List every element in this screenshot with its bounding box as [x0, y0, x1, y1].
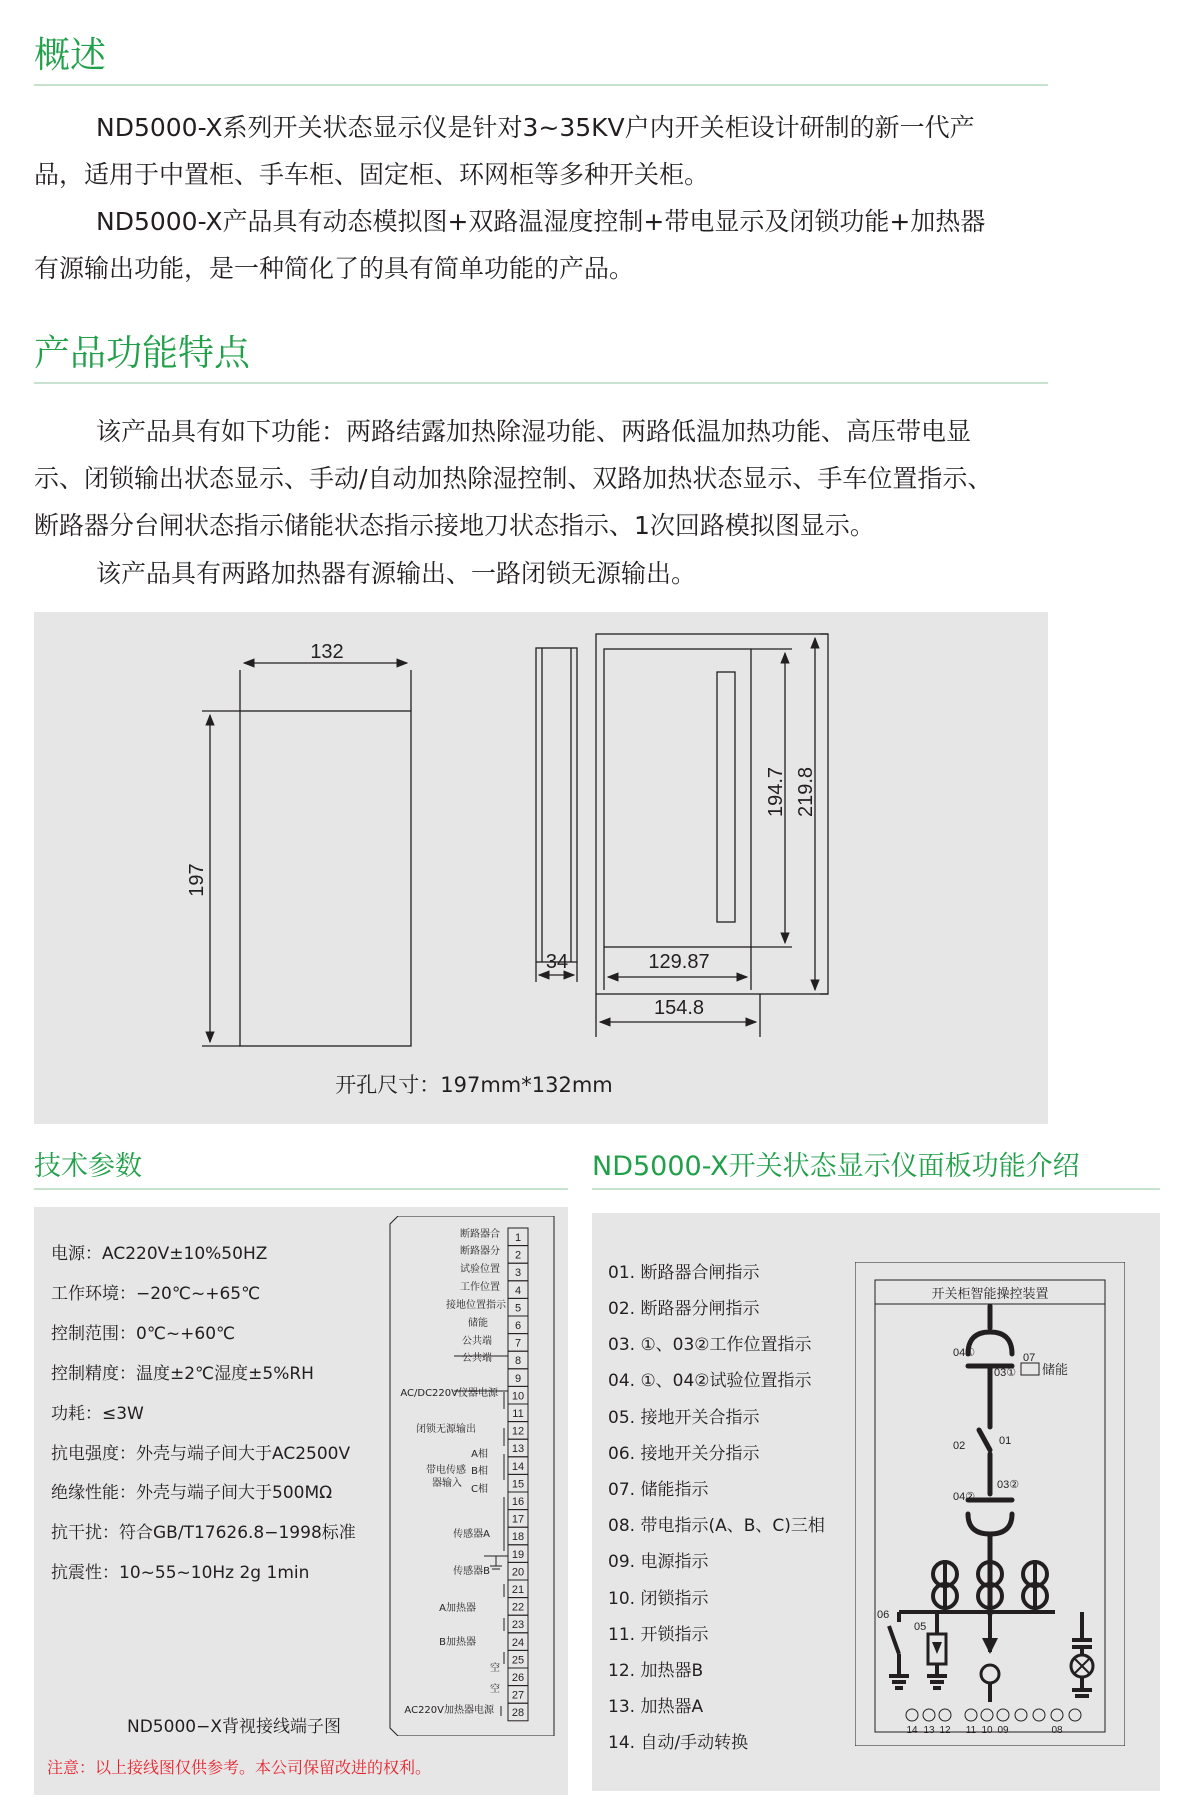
terminal-label: 公共端 [462, 1353, 492, 1364]
dim-height-front: 197 [186, 863, 208, 897]
dim-inner-height: 194.7 [765, 766, 787, 818]
panel-feature-item: 13. 加热器A [608, 1697, 704, 1717]
terminal-number: 23 [511, 1619, 525, 1632]
back-view-slot [717, 672, 735, 922]
panel-feature-item: 08. 带电指示(A、B、C)三相 [608, 1516, 825, 1536]
terminal-label: 工作位置 [460, 1282, 500, 1293]
led-number: 12 [939, 1725, 951, 1736]
terminal-label: AC/DC220V仪器电源 [400, 1388, 498, 1399]
back-view-outer [596, 634, 828, 994]
terminal-label: 断路器分 [460, 1246, 500, 1257]
terminal-number: 14 [511, 1460, 525, 1473]
back-view-inner [604, 649, 751, 947]
mimic-label: 04② [953, 1491, 976, 1503]
led-number: 13 [923, 1725, 935, 1736]
terminal-label: A相 [471, 1449, 488, 1460]
panel-feature-item: 03. ①、03②工作位置指示 [608, 1335, 812, 1355]
terminal-label: 试验位置 [460, 1264, 500, 1275]
panel-feature-item: 07. 储能指示 [608, 1480, 709, 1500]
features-paragraph-2 [34, 550, 1064, 597]
terminal-label: B加热器 [439, 1637, 476, 1648]
terminal-label: 传感器A [453, 1529, 490, 1540]
terminal-number: 5 [514, 1302, 522, 1315]
terminal-number: 28 [511, 1707, 525, 1720]
spec-item: 抗干扰：符合GB/T17626.8−1998标准 [51, 1523, 356, 1543]
terminal-label: 公共端 [462, 1336, 492, 1347]
led-number: 11 [965, 1725, 977, 1736]
panel-feature-item: 11. 开锁指示 [608, 1625, 709, 1645]
dim-outer-width: 154.8 [653, 997, 705, 1019]
terminal-number: 11 [512, 1408, 524, 1420]
dim-width-front: 132 [310, 641, 344, 663]
terminal-label: 空 [490, 1684, 500, 1695]
terminal-label: 空 [490, 1663, 500, 1674]
mimic-label: 02 [953, 1440, 966, 1452]
terminal-label: 闭锁无源输出 [416, 1424, 476, 1435]
terminal-number: 13 [511, 1443, 525, 1456]
tech-title-rule [34, 1188, 568, 1190]
mimic-label: 05 [914, 1621, 927, 1633]
terminal-number: 19 [511, 1548, 525, 1561]
terminal-label: AC220V加热器电源 [404, 1705, 494, 1716]
terminal-label: 带电传感 [426, 1465, 466, 1476]
panel-feature-item: 01. 断路器合闸指示 [608, 1263, 760, 1283]
overview-title: 概述 [34, 35, 107, 76]
terminal-label: C相 [471, 1484, 488, 1495]
panel-feature-item: 10. 闭锁指示 [608, 1589, 709, 1609]
features-p1-line3: 断路器分台闸状态指示储能状态指示接地刀状态指示、1次回路模拟图显示。 [34, 511, 875, 540]
spec-item: 控制范围：0℃~+60℃ [51, 1324, 236, 1344]
dimension-drawing-panel [34, 612, 1048, 1124]
tech-title: 技术参数 [34, 1151, 142, 1182]
terminal-number: 27 [511, 1689, 525, 1702]
terminal-number: 24 [511, 1636, 525, 1649]
terminal-number: 8 [514, 1355, 522, 1368]
terminal-number: 17 [511, 1513, 525, 1526]
panel-feature-item: 06. 接地开关分指示 [608, 1444, 760, 1464]
terminal-number: 3 [514, 1267, 522, 1280]
dimension-drawing [34, 612, 1048, 1124]
overview-paragraph-2 [34, 198, 1064, 292]
dim-inner-width: 129.87 [648, 951, 710, 973]
overview-p1-line2: 品，适用于中置柜、手车柜、固定柜、环网柜等多种开关柜。 [34, 160, 710, 189]
copyright-note: 注意：以上接线图仅供参考。本公司保留改进的权利。 [47, 1758, 432, 1777]
dim-depth: 34 [545, 951, 569, 973]
overview-p2-line1: ND5000-X产品具有动态模拟图+双路温湿度控制+带电显示及闭锁功能+加热器 [96, 207, 986, 236]
terminal-number: 22 [511, 1601, 525, 1614]
features-p2-line1: 该产品具有两路加热器有源输出、一路闭锁无源输出。 [96, 559, 697, 588]
panel-feature-item: 14. 自动/手动转换 [608, 1733, 749, 1753]
terminal-diagram [384, 1216, 564, 1736]
spec-item: 电源：AC220V±10%50HZ [51, 1244, 268, 1264]
terminal-label: A加热器 [439, 1603, 476, 1614]
terminal-number: 21 [511, 1584, 525, 1596]
terminal-label: B相 [471, 1466, 488, 1477]
spec-item: 抗震性：10~55~10Hz 2g 1min [51, 1563, 310, 1583]
features-p1-line1: 该产品具有如下功能：两路结露加热除湿功能、两路低温加热功能、高压带电显 [96, 417, 972, 446]
terminal-number: 9 [514, 1372, 522, 1385]
terminal-number: 10 [511, 1390, 525, 1403]
device-title: 开关柜智能操控装置 [931, 1287, 1049, 1302]
features-title-rule [34, 382, 1048, 384]
overview-title-rule [34, 84, 1048, 86]
terminal-number: 20 [511, 1566, 525, 1579]
led-number: 10 [981, 1725, 993, 1736]
terminal-label: 储能 [468, 1318, 488, 1329]
spec-item: 抗电强度：外壳与端子间大于AC2500V [51, 1444, 351, 1464]
panel-title-rule [592, 1188, 1160, 1190]
features-p1-line2: 示、闭锁输出状态显示、手动/自动加热除湿控制、双路加热状态显示、手车位置指示、 [34, 464, 993, 493]
terminal-number: 1 [514, 1232, 522, 1244]
terminal-label: 器输入 [432, 1478, 462, 1489]
mimic-label: 03② [997, 1479, 1020, 1491]
terminal-number: 15 [511, 1478, 525, 1491]
mimic-label: 03① [994, 1367, 1017, 1379]
panel-feature-item: 05. 接地开关合指示 [608, 1408, 760, 1428]
terminal-number: 4 [514, 1284, 522, 1297]
spec-item: 功耗：≤3W [51, 1404, 144, 1424]
features-title: 产品功能特点 [34, 333, 251, 374]
panel-title: ND5000-X开关状态显示仪面板功能介绍 [592, 1151, 1080, 1182]
mimic-label: 07 [1023, 1352, 1036, 1364]
spec-item: 控制精度：温度±2℃湿度±5%RH [51, 1364, 314, 1384]
panel-feature-item: 09. 电源指示 [608, 1552, 709, 1572]
overview-p1-line1: ND5000-X系列开关状态显示仪是针对3~35KV户内开关柜设计研制的新一代产 [96, 113, 975, 142]
led-number: 09 [997, 1725, 1009, 1736]
terminal-label: 接地位置指示 [446, 1300, 506, 1311]
panel-feature-item: 12. 加热器B [608, 1661, 704, 1681]
mimic-panel-diagram [855, 1262, 1125, 1746]
terminal-number: 2 [514, 1249, 522, 1262]
terminal-number: 18 [511, 1531, 525, 1544]
terminal-number: 6 [514, 1320, 522, 1332]
terminal-number: 26 [511, 1672, 525, 1684]
terminal-number: 16 [511, 1496, 525, 1508]
mimic-panel-frame [855, 1262, 1125, 1746]
terminal-label: 传感器B [453, 1566, 490, 1577]
mimic-label: 储能 [1042, 1363, 1069, 1378]
panel-feature-item: 02. 断路器分闸指示 [608, 1299, 760, 1319]
terminal-number: 7 [514, 1337, 522, 1350]
features-paragraph-1 [34, 408, 1064, 549]
terminal-label: 断路器合 [460, 1229, 500, 1240]
overview-paragraph-1 [34, 104, 1064, 198]
led-number: 08 [1051, 1725, 1063, 1736]
mimic-label: 06 [877, 1609, 890, 1621]
mimic-label: 01 [999, 1435, 1012, 1447]
terminal-caption: ND5000−X背视接线端子图 [127, 1717, 341, 1737]
terminal-number: 25 [511, 1654, 525, 1667]
dim-outer-height: 219.8 [795, 766, 817, 818]
panel-feature-item: 04. ①、04②试验位置指示 [608, 1371, 812, 1391]
spec-item: 工作环境：−20℃~+65℃ [51, 1284, 261, 1304]
led-number: 14 [906, 1725, 918, 1736]
mimic-label: 04① [953, 1347, 976, 1359]
terminal-number: 12 [511, 1425, 525, 1438]
overview-p2-line2: 有源输出功能，是一种简化了的具有简单功能的产品。 [34, 254, 635, 283]
spec-item: 绝缘性能：外壳与端子间大于500MΩ [51, 1483, 333, 1503]
front-view-outline [240, 711, 411, 1046]
cutout-size: 开孔尺寸：197mm*132mm [335, 1073, 613, 1097]
